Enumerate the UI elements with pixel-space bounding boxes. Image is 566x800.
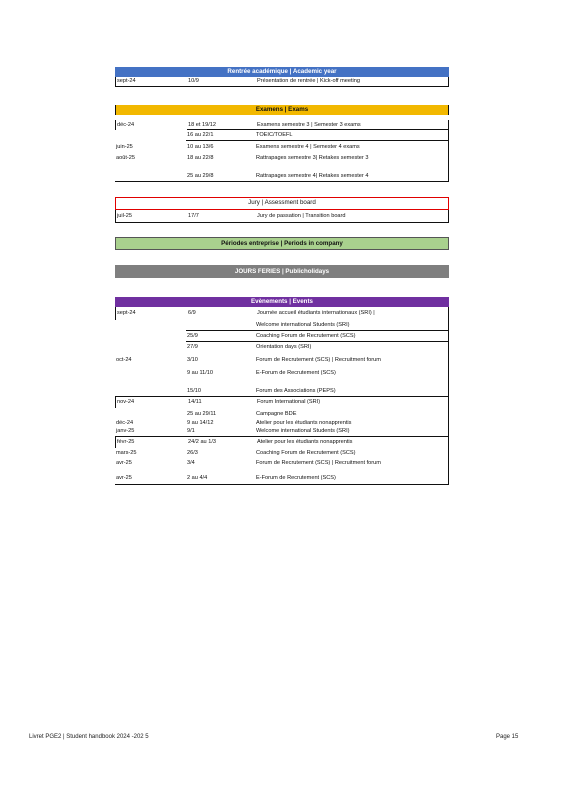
date-cell: 18 et 19/12 <box>188 122 216 128</box>
month-cell: sept-24 <box>117 310 136 316</box>
date-cell: 9 au 11/10 <box>187 370 214 376</box>
date-cell: 26/3 <box>187 450 198 456</box>
table-row <box>115 380 449 397</box>
page-number: Page 15 <box>496 734 519 740</box>
month-cell: déc-24 <box>116 420 134 426</box>
section-header-examens: Examens | Exams <box>115 105 449 115</box>
table-row <box>115 427 449 437</box>
event-cell: E-Forum de Recrutement (SCS) <box>256 475 336 481</box>
date-cell: 16 au 22/1 <box>187 132 214 138</box>
section-feries <box>115 265 449 278</box>
month-cell: avr-25 <box>116 475 132 481</box>
date-cell: 27/9 <box>187 344 198 350</box>
event-cell: Campagne BDE <box>256 411 297 417</box>
table-row <box>115 210 449 223</box>
event-cell: TOEIC/TOEFL <box>256 132 293 138</box>
event-cell: Atelier pour les étudiants nonapprentis <box>256 420 352 426</box>
table-row <box>115 153 449 163</box>
date-cell: 24/2 au 1/3 <box>188 439 216 445</box>
section-header-jury: Jury | Assessment board <box>115 197 449 210</box>
section-evenements <box>115 297 449 485</box>
table-row <box>115 408 449 418</box>
date-cell: 17/7 <box>188 213 199 219</box>
table-row <box>115 459 449 472</box>
section-header-rentree: Rentrée académique | Academic year <box>115 67 449 77</box>
month-cell: juil-25 <box>117 213 132 219</box>
event-cell: Forum de Recrutement (SCS) | Recruitment forum <box>256 357 381 363</box>
date-cell: 25 au 29/11 <box>187 411 217 417</box>
date-cell: 10/9 <box>188 78 199 84</box>
month-cell: janv-25 <box>116 428 135 434</box>
table-row <box>115 397 449 408</box>
section-examens <box>115 105 449 182</box>
table-row <box>115 163 449 182</box>
section-jury <box>115 197 449 223</box>
table-row <box>115 77 449 87</box>
date-cell: 9 au 14/12 <box>187 420 214 426</box>
table-row <box>115 472 449 485</box>
table-row <box>115 130 449 141</box>
table-row <box>115 448 449 459</box>
section-header-feries: JOURS FERIES | Publicholidays <box>115 265 449 278</box>
date-cell: 15/10 <box>187 388 201 394</box>
event-cell: Forum International (SRI) <box>257 399 321 405</box>
month-cell: juin-25 <box>116 144 133 150</box>
event-cell: Examens semestre 4 | Semester 4 exams <box>256 144 360 150</box>
table-row <box>115 418 449 427</box>
footer-left: Livret PGE2 | Student handbook 2024 -202 5 <box>29 734 149 740</box>
date-cell: 6/9 <box>188 310 196 316</box>
date-cell: 14/11 <box>188 399 202 405</box>
date-cell: 25/9 <box>187 333 198 339</box>
event-cell: Orientation days (SRI) <box>256 344 312 350</box>
table-row <box>115 120 449 130</box>
table-row <box>115 307 449 320</box>
table-row <box>115 331 449 342</box>
section-header-periodes: Périodes entreprise | Periods in company <box>115 237 449 250</box>
event-cell: Forum des Associations (PEPS) <box>256 388 336 394</box>
event-cell: Forum de Recrutement (SCS) | Recruitment forum <box>256 460 381 466</box>
date-cell: 18 au 22/8 <box>187 155 214 161</box>
month-cell: oct-24 <box>116 357 132 363</box>
date-cell: 3/10 <box>187 357 198 363</box>
section-rentree <box>115 67 449 87</box>
date-cell: 10 au 13/6 <box>187 144 214 150</box>
event-cell: Welcome international Students (SRI) <box>256 428 350 434</box>
event-cell: Coaching Forum de Recrutement (SCS) <box>256 333 356 339</box>
event-cell: Présentation de rentrée | Kick-off meeting <box>257 78 361 84</box>
event-cell: Coaching Forum de Recrutement (SCS) <box>256 450 356 456</box>
table-row <box>115 141 449 153</box>
month-cell: nov-24 <box>117 399 135 405</box>
date-cell: 9/1 <box>187 428 195 434</box>
event-cell: Rattrapages semestre 3| Retakes semester 3 <box>256 155 369 161</box>
table-row <box>115 437 449 448</box>
table-row <box>115 366 449 380</box>
date-cell: 25 au 29/8 <box>187 173 214 179</box>
month-cell: avr-25 <box>116 460 132 466</box>
section-periodes <box>115 237 449 250</box>
table-row <box>115 352 449 366</box>
section-header-evenements: Evènements | Events <box>115 297 449 307</box>
table-row <box>115 320 449 331</box>
month-cell: sept-24 <box>117 78 136 84</box>
date-cell: 3/4 <box>187 460 195 466</box>
month-cell: mars-25 <box>116 450 137 456</box>
event-cell: Welcome international Students (SRI) <box>256 322 350 328</box>
event-cell: Rattrapages semestre 4| Retakes semester 4 <box>256 173 369 179</box>
event-cell: E-Forum de Recrutement (SCS) <box>256 370 336 376</box>
event-cell: Examens semestre 3 | Semester 3 exams <box>257 122 361 128</box>
date-cell: 2 au 4/4 <box>187 475 208 481</box>
event-cell: Atelier pour les étudiants nonapprentis <box>257 439 353 445</box>
event-cell: Jury de passation | Transition board <box>257 213 346 219</box>
event-cell: Journée accueil étudiants internationaux (SRI) | <box>257 310 375 316</box>
table-row <box>115 342 449 352</box>
month-cell: déc-24 <box>117 122 135 128</box>
month-cell: févr-25 <box>117 439 135 445</box>
month-cell: août-25 <box>116 155 135 161</box>
